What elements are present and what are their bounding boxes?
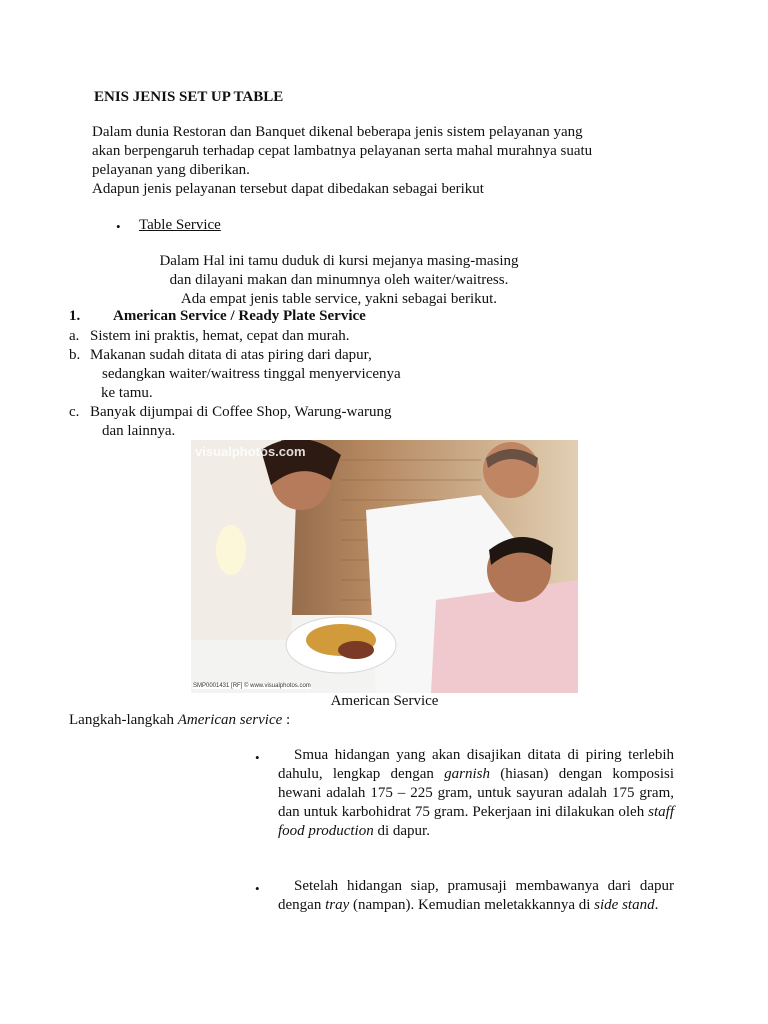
bullet-icon: • (255, 750, 260, 765)
step-text: (nampan). Kemudian meletakkannya di (349, 897, 595, 913)
list-item (69, 327, 350, 346)
intro-line: Adapun jenis pelayanan tersebut dapat dibedakan sebagai berikut (92, 181, 484, 197)
section-heading (69, 307, 366, 326)
step-text-italic: staff food production (278, 804, 674, 839)
watermark-text: visualphotos.com (195, 444, 306, 459)
steps-title-prefix: Langkah-langkah (69, 712, 178, 728)
list-item-text: ke tamu. (101, 385, 153, 401)
step-text: Smua hidangan yang akan disajikan ditata di piring terlebih dahulu, lengkap dengan (278, 747, 674, 782)
list-marker: c. (69, 404, 80, 420)
step-text: . (654, 897, 659, 913)
steps-title-suffix: : (282, 712, 291, 728)
list-item-text: Makanan sudah ditata di atas piring dari dapur, (90, 347, 372, 363)
list-item-text: dan lainnya. (102, 423, 176, 439)
step-text: (hiasan) dengan komposisi hewani adalah 175 – 225 gram, untuk sayuran adalah 175 gram, dan untuk karbohidrat 75 gram. Pekerjaan ini dilakukan oleh (278, 766, 674, 820)
page-title: ENIS JENIS SET UP TABLE (94, 89, 284, 105)
intro-line: pelayanan yang diberikan. (92, 162, 250, 178)
restaurant-scene-image (191, 440, 578, 693)
bullet-icon: • (255, 881, 260, 896)
intro-line: akan berpengaruh terhadap cepat lambatnya pelayanan serta mahal murahnya suatu (92, 143, 593, 159)
photo-credit: SMP0001431 [RF] © www.visualphotos.com (193, 683, 311, 689)
photo-caption: American Service (330, 693, 439, 709)
intro-line: Dalam dunia Restoran dan Banquet dikenal beberapa jenis sistem pelayanan yang (92, 124, 583, 140)
description-line: Ada empat jenis table service, yakni sebagai berikut. (180, 291, 498, 307)
step-text-italic: side stand (594, 897, 655, 913)
step-paragraph (278, 746, 674, 841)
description-line: dan dilayani makan dan minumnya oleh waiter/waitress. (169, 272, 509, 288)
list-marker: b. (69, 347, 81, 363)
table-service-label: Table Service (139, 217, 221, 233)
list-item (69, 403, 392, 439)
list-item-text: Sistem ini praktis, hemat, cepat dan murah. (90, 328, 350, 344)
section-heading-text: American Service / Ready Plate Service (113, 308, 366, 324)
step-paragraph (278, 877, 674, 915)
table-service-description (118, 252, 560, 309)
step-text-italic: tray (325, 897, 350, 913)
step-text: Setelah hidangan siap, pramusaji membawanya dari dapur dengan (278, 878, 674, 913)
list-marker: a. (69, 328, 80, 344)
restaurant-photo (191, 440, 578, 693)
steps-title (69, 711, 290, 730)
bullet-icon: • (116, 219, 121, 234)
step-text: di dapur. (373, 823, 430, 839)
description-line: Dalam Hal ini tamu duduk di kursi mejanya masing-masing (159, 253, 519, 269)
list-item-text: sedangkan waiter/waitress tinggal menyervicenya (102, 366, 401, 382)
steps-title-italic: American service (177, 712, 283, 728)
step-text-italic: garnish (444, 766, 490, 782)
list-item-text: Banyak dijumpai di Coffee Shop, Warung-warung (90, 404, 392, 420)
list-item (69, 346, 401, 401)
intro-paragraph (92, 123, 592, 199)
section-number: 1. (69, 308, 81, 324)
